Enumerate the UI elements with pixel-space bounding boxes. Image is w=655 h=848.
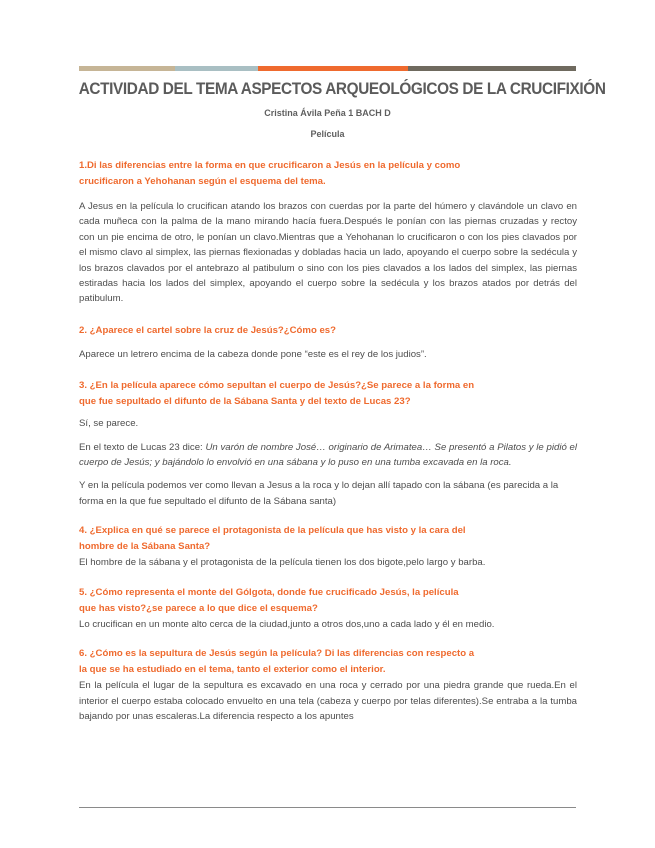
question-4-line-1: 4. ¿Explica en qué se parece el protagonista de la película que has visto y la cara del [79, 525, 466, 537]
color-bar-segment-tan [79, 66, 175, 71]
question-2: 2. ¿Aparece el cartel sobre la cruz de Jesús?¿Cómo es? [79, 324, 336, 336]
answer-5: Lo crucifican en un monte alto cerca de la ciudad,junto a otros dos,uno a cada lado y él en medio. [79, 618, 495, 630]
question-5-line-1: 5. ¿Cómo representa el monte del Gólgota, donde fue crucificado Jesús, la película [79, 586, 459, 598]
color-bar-segment-blue [175, 66, 258, 71]
answer-3-film: Y en la película podemos ver como llevan a Jesus a la roca y lo dejan allí tapado con la sábana (es parecida a la forma en la que fue sepultado el difunto de la Sábana santa) [79, 480, 559, 507]
color-bar-segment-dark [408, 66, 576, 71]
answer-6: En la película el lugar de la sepultura es excavado en una roca y cerrado por una piedra grande que rueda.En el interior el cuerpo estaba colocado envuelto en una tela (cabeza y cuerpo por telas diferentes).Se entraba a la tumba bajando por unas escaleras.La diferencia respecto a los apuntes [79, 680, 577, 722]
answer-3-quote-prefix: En el texto de Lucas 23 dice: [79, 441, 206, 453]
answer-3-short: Sí, se parece. [79, 418, 139, 430]
question-3-line-1: 3. ¿En la película aparece cómo sepultan el cuerpo de Jesús?¿Se parece a la forma en [79, 380, 475, 392]
question-5-line-2: que has visto?¿se parece a lo que dice el esquema? [79, 602, 318, 614]
question-1 [79, 158, 577, 190]
answer-2: Aparece un letrero encima de la cabeza donde pone “este es el rey de los judios”. [79, 348, 427, 360]
author-line: Cristina Ávila Peña 1 BACH D [264, 108, 391, 118]
question-3 [79, 378, 577, 410]
color-bar-segment-orange [258, 66, 408, 71]
lucas-23-quote: Un varón de nombre José… originario de Arimatea… Se presentó a Pilatos y le pidió el cuerpo de Jesús; y bajándolo lo envolvió en una sábana y lo puso en una tumba excavada en la roca. [79, 441, 577, 469]
document-subtitle: Película [310, 129, 345, 139]
question-6-line-1: 6. ¿Cómo es la sepultura de Jesús según la película? Di las diferencias con respecto a [79, 648, 475, 660]
question-4-line-2: hombre de la Sábana Santa? [79, 541, 211, 553]
question-3-line-2: que fue sepultado el difunto de la Sábana Santa y del texto de Lucas 23? [79, 396, 411, 408]
question-4 [79, 523, 577, 555]
question-1-line-1: 1.Di las diferencias entre la forma en que crucificaron a Jesús en la película y como [79, 160, 461, 171]
header-color-bar [79, 66, 576, 71]
question-6-line-2: la que se ha estudiado en el tema, tanto el exterior como el interior. [79, 664, 386, 676]
question-5 [79, 585, 577, 617]
document-body [79, 158, 577, 724]
answer-3-quote-paragraph [79, 440, 577, 471]
document-title: ACTIVIDAD DEL TEMA ASPECTOS ARQUEOLÓGICOS DE LA CRUCIFIXIÓN [78, 80, 606, 98]
question-1-line-2: crucificaron a Yehohanan según el esquema del tema. [79, 176, 326, 187]
answer-1: A Jesus en la película lo crucifican atando los brazos con cuerdas por la parte del húmero y clavándole un clavo en cada muñeca con la palma de la mano mirando hacía fuera.Después le ponían con las piernas cruzadas y rectoy con un pie encima de otro, le ponían un clavo.Mientras que a Yehohanan lo crucificaron o con los pies clavados por el mismo clavo al simplex, las piernas flexionadas y dobladas hacia un lado, apoyando el cuerpo sobre la sedécula y los brazos clavados por el antebrazo al patibulum o sino con los pies clavados a los lados del simplex, las piernas estiradas hacia los lados del simplex, apoyando el cuerpo sobre la sedécula y los brazos atados por detrás del patibulum. [79, 201, 577, 305]
answer-4: El hombre de la sábana y el protagonista de la película tienen los dos bigote,pelo largo y barba. [79, 557, 486, 569]
question-6 [79, 646, 577, 678]
footer-divider [79, 807, 576, 808]
